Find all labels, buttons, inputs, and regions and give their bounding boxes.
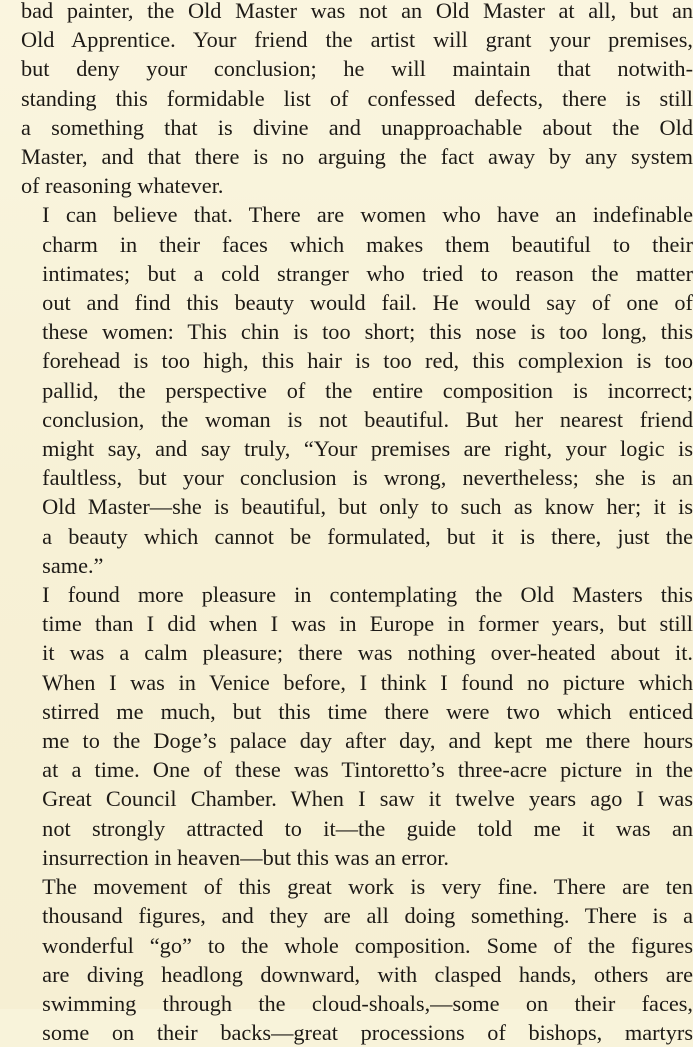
text-line: a beauty which cannot be formulated, but it is there, just the xyxy=(42,523,693,549)
text-line: The movement of this great work is very fine. There are ten xyxy=(42,874,693,900)
text-line: same.” xyxy=(42,552,104,578)
text-line: Great Council Chamber. When I saw it twelve years ago I was xyxy=(42,786,693,812)
text-line: a something that is divine and unapproachable about the Old xyxy=(21,114,693,140)
text-line: of reasoning whatever. xyxy=(21,173,224,199)
text-line: some on their backs—great processions of bishops, martyrs xyxy=(42,1020,693,1046)
text-line: conclusion, the woman is not beautiful. But her nearest friend xyxy=(42,406,693,432)
text-line: Old Apprentice. Your friend the artist will grant your premises, xyxy=(21,27,693,53)
paragraph xyxy=(21,580,693,872)
paragraph xyxy=(21,872,693,1047)
text-line: standing this formidable list of confessed defects, there is still xyxy=(21,85,693,111)
text-line: I found more pleasure in contemplating the Old Masters this xyxy=(42,582,693,608)
text-line: not strongly attracted to it—the guide told me it was an xyxy=(42,815,693,841)
paragraph xyxy=(21,200,693,580)
text-line: these women: This chin is too short; this nose is too long, this xyxy=(42,319,693,345)
text-line: intimates; but a cold stranger who tried to reason the matter xyxy=(42,260,693,286)
text-line: it was a calm pleasure; there was nothing over-heated about it. xyxy=(42,640,693,666)
text-line: at a time. One of these was Tintoretto’s three-acre picture in the xyxy=(42,757,693,783)
text-line: charm in their faces which makes them beautiful to their xyxy=(42,231,693,257)
text-line: wonderful “go” to the whole composition. Some of the figures xyxy=(42,932,693,958)
text-line: time than I did when I was in Europe in former years, but still xyxy=(42,611,693,637)
text-line: me to the Doge’s palace day after day, and kept me there hours xyxy=(42,728,693,754)
text-line: Master, and that there is no arguing the fact away by any system xyxy=(21,144,693,170)
text-line: thousand figures, and they are all doing something. There is a xyxy=(42,903,693,929)
text-line: I can believe that. There are women who have an indefinable xyxy=(42,202,693,228)
text-line: pallid, the perspective of the entire composition is incorrect; xyxy=(42,377,693,403)
text-line: are diving headlong downward, with clasped hands, others are xyxy=(42,961,693,987)
text-line: swimming through the cloud-shoals,—some on their faces, xyxy=(42,990,693,1016)
text-line: When I was in Venice before, I think I found no picture which xyxy=(42,669,693,695)
body-text xyxy=(21,0,693,1047)
text-line: might say, and say truly, “Your premises are right, your logic is xyxy=(42,436,693,462)
text-line: Old Master—she is beautiful, but only to such as know her; it is xyxy=(42,494,693,520)
text-line: insurrection in heaven—but this was an error. xyxy=(42,844,449,870)
text-line: forehead is too high, this hair is too red, this complexion is too xyxy=(42,348,693,374)
text-line: stirred me much, but this time there were two which enticed xyxy=(42,698,693,724)
paragraph xyxy=(21,0,693,200)
text-line: out and find this beauty would fail. He would say of one of xyxy=(42,290,693,316)
text-line: faultless, but your conclusion is wrong, nevertheless; she is an xyxy=(42,465,693,491)
text-line: but deny your conclusion; he will maintain that notwith- xyxy=(21,56,693,82)
text-line: bad painter, the Old Master was not an Old Master at all, but an xyxy=(21,0,693,23)
